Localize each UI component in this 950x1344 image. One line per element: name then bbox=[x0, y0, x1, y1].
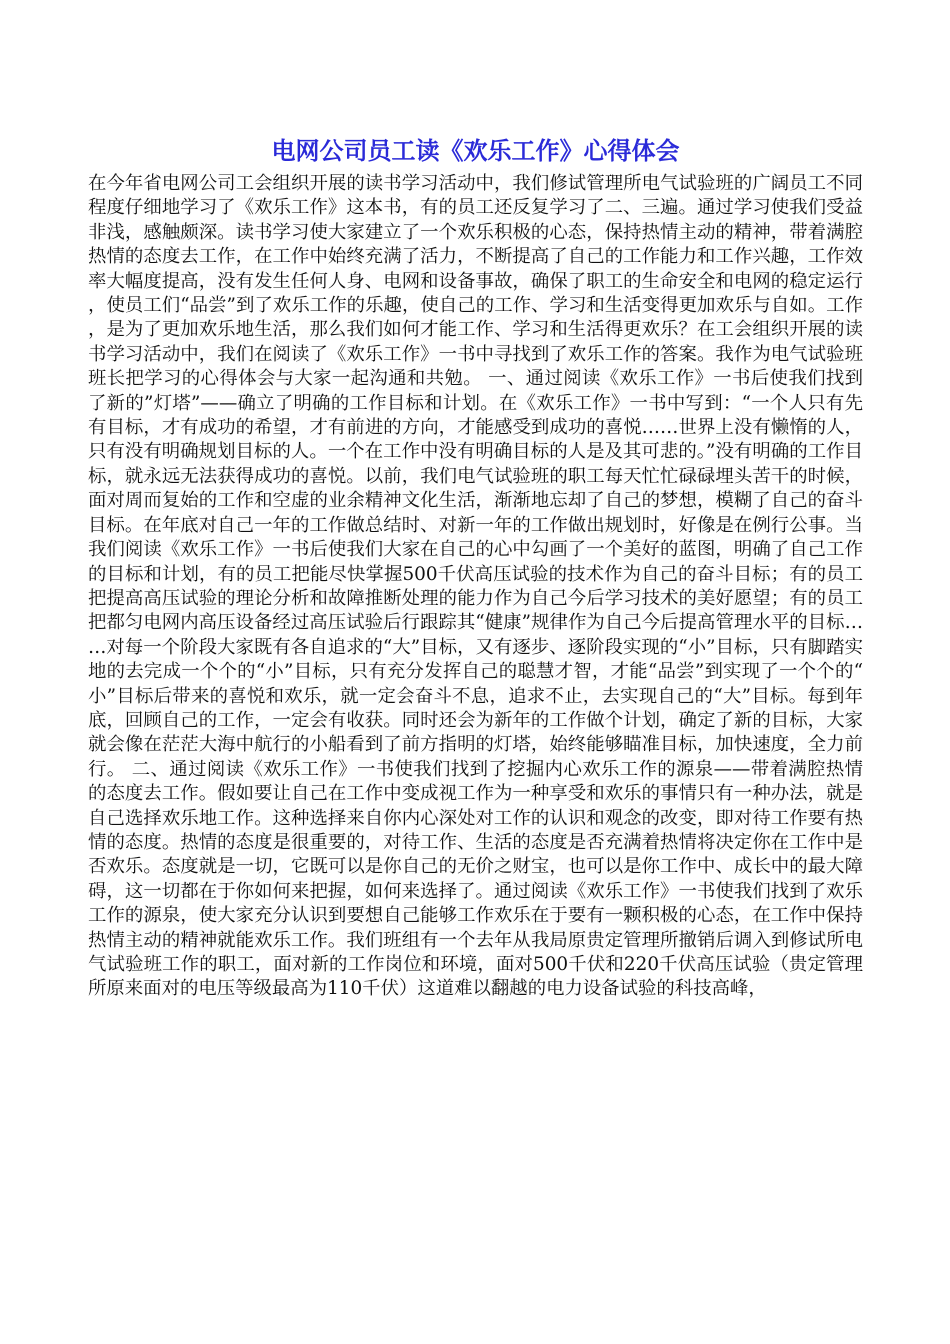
document-title: 电网公司员工读《欢乐工作》心得体会 bbox=[271, 137, 680, 165]
document-body: 在今年省电网公司工会组织开展的读书学习活动中，我们修试管理所电气试验班的广阔员工不同程度仔细地学习了《欢乐工作》这本书，有的员工还反复学习了二、三遍。通过学习使我们受益非浅，感触颇深。读书学习使大家建立了一个欢乐积极的心态，保持热情主动的精神，带着满腔热情的态度去工作，在工作中始终充满了活力，不断提高了自己的工作能力和工作兴趣，工作效率大幅度提高，没有发生任何人身、电网和设备事故，确保了职工的生命安全和电网的稳定运行，使员工们“品尝”到了欢乐工作的乐趣，使自己的工作、学习和生活变得更加欢乐与自如。工作，是为了更加欢乐地生活，那么我们如何才能工作、学习和生活得更欢乐？在工会组织开展的读书学习活动中，我们在阅读了《欢乐工作》一书中寻找到了欢乐工作的答案。我作为电气试验班班长把学习的心得体会与大家一起沟通和共勉。 一、通过阅读《欢乐工作》一书后使我们找到了新的”灯塔”——确立了明确的工作目标和计划。在《欢乐工作》一书中写到：“一个人只有先有目标，才有成功的希望，才有前进的方向，才能感受到成功的喜悦……世界上没有懒惰的人，只有没有明确规划目标的人。一个在工作中没有明确目标的人是及其可悲的。”没有明确的工作目标，就永远无法获得成功的喜悦。以前，我们电气试验班的职工每天忙忙碌碌埋头苦干的时候，面对周而复始的工作和空虚的业余精神文化生活，渐渐地忘却了自己的梦想，模糊了自己的奋斗目标。在年底对自己一年的工作做总结时、对新一年的工作做出规划时，好像是在例行公事。当我们阅读《欢乐工作》一书后使我们大家在自己的心中勾画了一个美好的蓝图，明确了自己工作的目标和计划，有的员工把能尽快掌握500千伏高压试验的技术作为自己的奋斗目标；有的员工把提高高压试验的理论分析和故障推断处理的能力作为自己今后学习技术的美好愿望；有的员工把都匀电网内高压设备经过高压试验后行跟踪其“健康”规律作为自己今后提高管理水平的目标……对每一个阶段大家既有各自追求的“大”目标，又有逐步、逐阶段实现的“小”目标，只有脚踏实地的去完成一个个的“小”目标，只有充分发挥自己的聪慧才智，才能“品尝”到实现了一个个的“小”目标后带来的喜悦和欢乐，就一定会奋斗不息，追求不止，去实现自己的“大”目标。每到年底，回顾自己的工作，一定会有收获。同时还会为新年的工作做个计划，确定了新的目标，大家就会像在茫茫大海中航行的小船看到了前方指明的灯塔，始终能够瞄准目标，加快速度，全力前行。 二、通过阅读《欢乐工作》一书使我们找到了挖掘内心欢乐工作的源泉——带着满腔热情的态度去工作。假如要让自己在工作中变成视工作为一种享受和欢乐的事情只有一种办法，就是自己选择欢乐地工作。这种选择来自你内心深处对工作的认识和观念的改变，即对待工作要有热情的态度。热情的态度是很重要的，对待工作、生活的态度是否充满着热情将决定你在工作中是否欢乐。态度就是一切，它既可以是你自己的无价之财宝，也可以是你工作中、成长中的最大障碍，这一切都在于你如何来把握，如何来选择了。通过阅读《欢乐工作》一书使我们找到了欢乐工作的源泉，使大家充分认识到要想自己能够工作欢乐在于要有一颗积极的心态，在工作中保持热情主动的精神就能欢乐工作。我们班组有一个去年从我局原贵定管理所撤销后调入到修试所电气试验班工作的职工，面对新的工作岗位和环境，面对500千伏和220千伏高压试验（贵定管理所原来面对的电压等级最高为110千伏）这道难以翻越的电力设备试验的科技高峰， bbox=[88, 173, 863, 1000]
